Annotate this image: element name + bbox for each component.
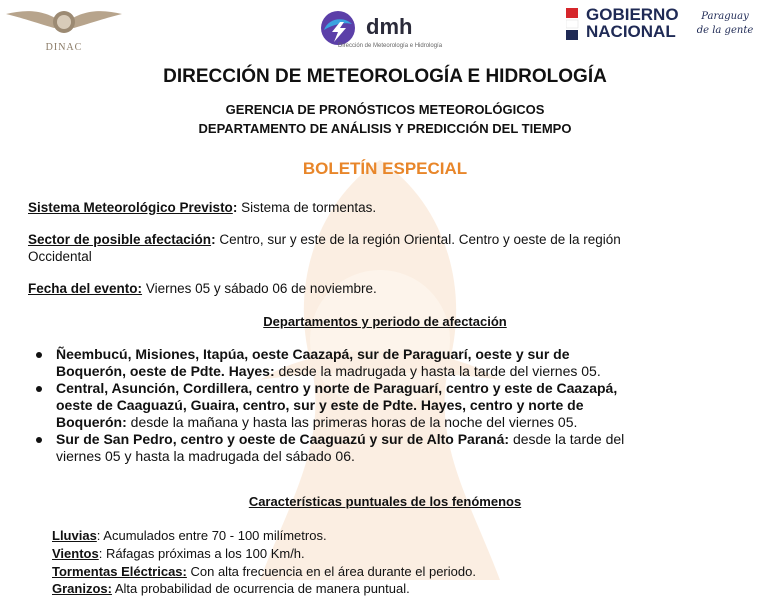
departamentos-list	[56, 346, 756, 465]
fenomeno-vientos	[52, 545, 752, 562]
dmh-storm-icon	[314, 10, 362, 46]
list-item	[56, 431, 756, 465]
sector-value: Centro, sur y este de la región Oriental. Centro y oeste de la región	[219, 232, 621, 247]
sector-value-2: Occidental	[28, 249, 92, 264]
fenomeno-lluvias	[52, 527, 752, 544]
fenomeno-label: Tormentas Eléctricas:	[52, 564, 187, 579]
fenomeno-value: Alta probabilidad de ocurrencia de manera puntual.	[111, 581, 410, 596]
slogan-line1: Paraguay	[701, 11, 749, 22]
sistema-label: Sistema Meteorológico Previsto	[28, 200, 233, 215]
sector-label: Sector de posible afectación	[28, 232, 212, 247]
fenomeno-value: : Ráfagas próximas a los 100 Km/h.	[98, 546, 305, 561]
flag-icon	[566, 8, 580, 42]
sistema-line: Sistema Meteorológico Previsto: Sistema de tormentas.	[28, 200, 377, 215]
gobierno-line1: GOBIERNO	[586, 5, 679, 24]
fenomeno-value: : Acumulados entre 70 - 100 milímetros.	[96, 528, 327, 543]
gobierno-line2: NACIONAL	[586, 22, 676, 41]
sistema-value: Sistema de tormentas.	[241, 200, 377, 215]
dmh-subtitle: Dirección de Meteorología e Hidrología	[338, 43, 443, 49]
dinac-logo	[4, 4, 124, 52]
sector-line: Sector de posible afectación: Centro, sur y este de la región Oriental. Centro y oeste de la región Occidental	[28, 232, 621, 264]
gobierno-logo	[566, 6, 766, 46]
header	[0, 0, 770, 60]
document-title: DIRECCIÓN DE METEOROLOGÍA E HIDROLOGÍA	[163, 66, 607, 87]
slogan-line2: de la gente	[696, 25, 754, 36]
gobierno-slogan	[690, 10, 760, 38]
document-subtitle-1: GERENCIA DE PRONÓSTICOS METEOROLÓGICOS	[225, 102, 545, 117]
dmh-wordmark: dmh	[366, 14, 413, 39]
fenomeno-label: Granizos:	[52, 581, 112, 596]
dinac-label: DINAC	[45, 42, 83, 53]
fenomeno-tormentas	[52, 563, 752, 580]
fecha-value: Viernes 05 y sábado 06 de noviembre.	[145, 281, 377, 296]
dmh-logo	[314, 10, 454, 52]
dept-2-period: desde la mañana y hasta las primeras horas de la noche del viernes 05.	[130, 414, 578, 430]
dept-1-line-1: Ñeembucú, Misiones, Itapúa, oeste Caazapá, sur de Paraguarí, oeste y sur de	[56, 346, 570, 362]
fenomeno-label: Lluvias	[52, 528, 97, 543]
dept-2-line-1: Central, Asunción, Cordillera, centro y norte de Paraguarí, centro y este de Caazapá,	[56, 380, 618, 396]
fecha-label: Fecha del evento:	[28, 281, 143, 296]
dept-1-period: desde la madrugada y hasta la tarde del viernes 05.	[278, 363, 601, 379]
dept-3-period-2: viernes 05 y hasta la madrugada del sábado 06.	[56, 448, 355, 464]
fenomeno-granizos	[52, 580, 752, 597]
dinac-wings-icon	[4, 4, 124, 44]
dept-2-line-2: oeste de Caaguazú, Guaira, centro, sur y este de Pdte. Hayes, centro y norte de	[56, 397, 584, 413]
bullet-icon	[36, 386, 42, 392]
bullet-icon	[36, 437, 42, 443]
dept-3-line-1-bold: Sur de San Pedro, centro y oeste de Caaguazú y sur de Alto Paraná:	[56, 431, 510, 447]
dept-3-period-1: desde la tarde del	[512, 431, 625, 447]
list-item	[56, 346, 756, 380]
document-subtitle-2: DEPARTAMENTO DE ANÁLISIS Y PREDICCIÓN DEL TIEMPO	[198, 121, 572, 136]
fenomeno-value: Con alta frecuencia en el área durante el periodo.	[186, 564, 476, 579]
fenomenos-heading: Características puntuales de los fenómenos	[248, 494, 522, 509]
list-item	[56, 380, 756, 431]
dept-2-line-3-bold: Boquerón:	[56, 414, 127, 430]
fecha-line	[28, 280, 748, 297]
fenomeno-label: Vientos	[52, 546, 99, 561]
dept-1-line-2-bold: Boquerón, oeste de Pdte. Hayes:	[56, 363, 275, 379]
departamentos-heading: Departamentos y periodo de afectación	[263, 314, 507, 329]
gobierno-wordmark	[586, 6, 679, 40]
boletin-heading: BOLETÍN ESPECIAL	[302, 159, 468, 178]
bullet-icon	[36, 352, 42, 358]
